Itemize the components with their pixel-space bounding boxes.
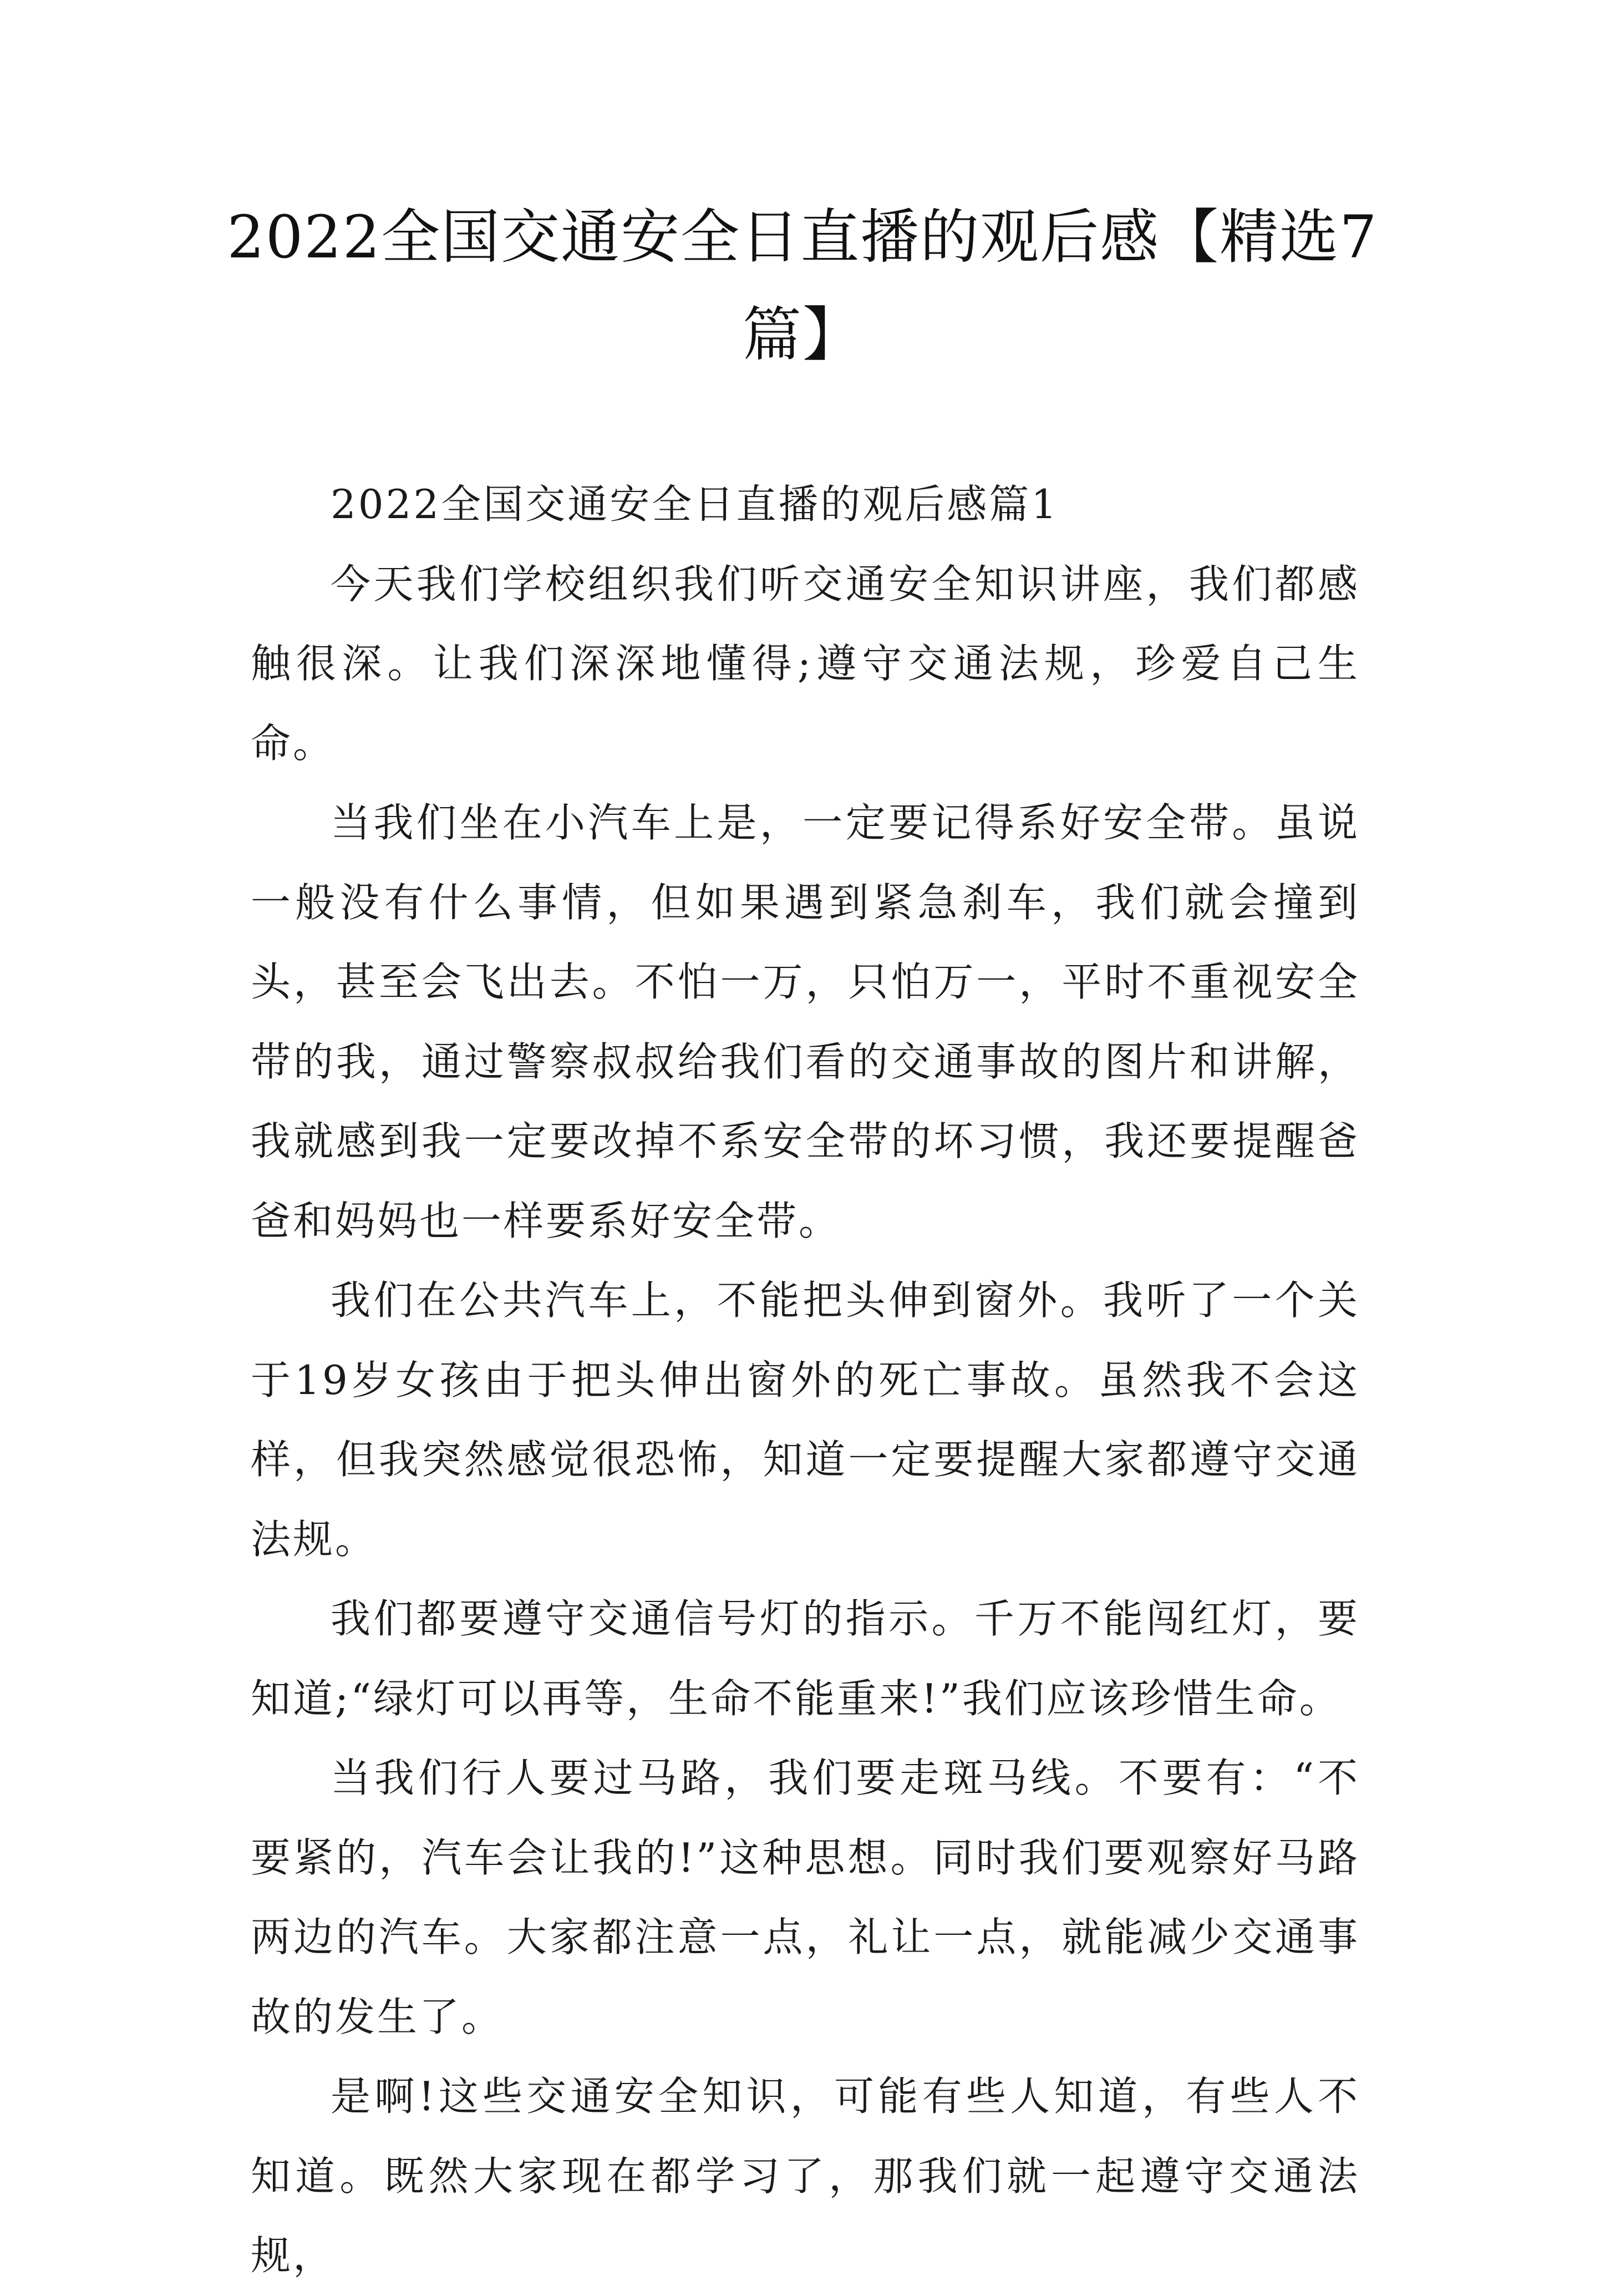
paragraph-2: 当我们坐在小汽车上是，一定要记得系好安全带。虽说一般没有什么事情，但如果遇到紧急刹车，我们就会撞到头，甚至会飞出去。不怕一万，只怕万一，平时不重视安全带的我，通过警察叔叔给我们看的交通事故的图片和讲解，我就感到我一定要改掉不系安全带的坏习惯，我还要提醒爸爸和妈妈也一样要系好安全带。 — [251, 799, 1360, 1244]
paragraph-5: 当我们行人要过马路，我们要走斑马线。不要有：“不要紧的，汽车会让我的!”这种思想。同时我们要观察好马路两边的汽车。大家都注意一点，礼让一点，就能减少交通事故的发生了。 — [251, 1755, 1360, 2040]
section-heading: 2022全国交通安全日直播的观后感篇1 — [331, 481, 1059, 528]
document-title: 2022全国交通安全日直播的观后感【精选7篇】 — [227, 203, 1378, 369]
paragraph-6: 是啊!这些交通安全知识，可能有些人知道，有些人不知道。既然大家现在都学习了，那我们就一起遵守交通法规， — [251, 2073, 1360, 2279]
paragraph-4: 我们都要遵守交通信号灯的指示。千万不能闯红灯，要知道;“绿灯可以再等，生命不能重来!”我们应该珍惜生命。 — [251, 1595, 1360, 1722]
paragraph-3: 我们在公共汽车上，不能把头伸到窗外。我听了一个关于19岁女孩由于把头伸出窗外的死亡事故。虽然我不会这样，但我突然感觉很恐怖，知道一定要提醒大家都遵守交通法规。 — [251, 1277, 1360, 1563]
paragraph-1: 今天我们学校组织我们听交通安全知识讲座，我们都感触很深。让我们深深地懂得;遵守交通法规，珍爱自己生命。 — [251, 560, 1360, 767]
document-body — [251, 465, 1360, 2296]
